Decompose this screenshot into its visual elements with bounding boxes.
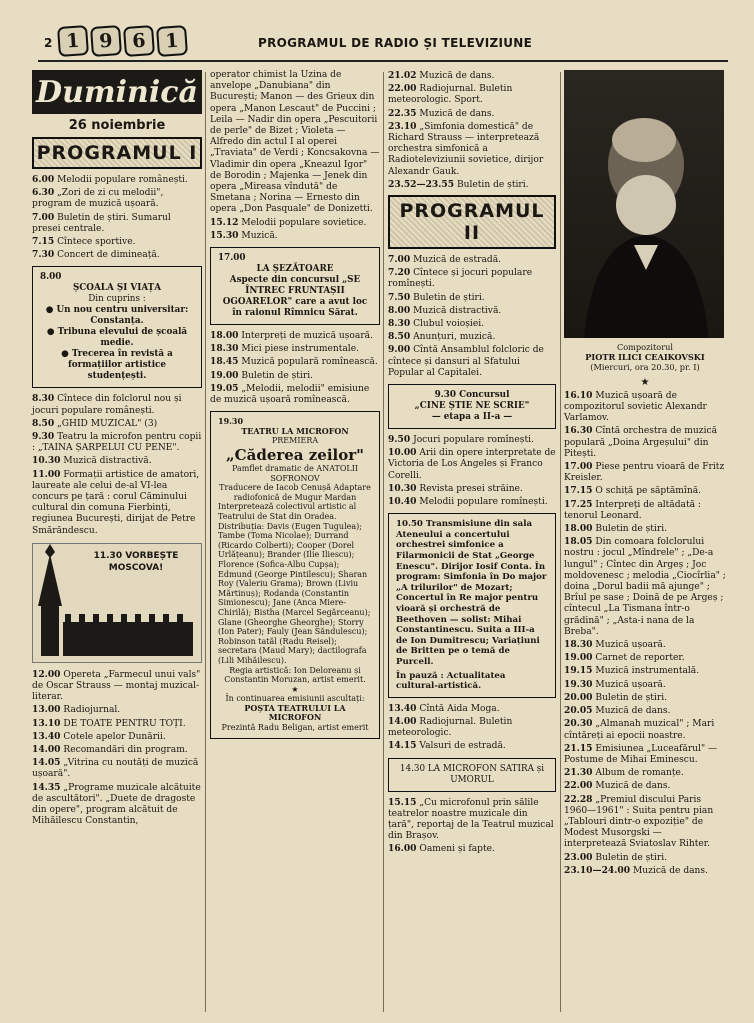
presenter-credit: Prezintă Radu Beligan, artist emerit (221, 723, 369, 733)
program-text: Melodii populare românești. (57, 175, 188, 185)
program-text: Interpreți de altădată : tenorul Leonard. (564, 499, 701, 521)
program-text: Cîntă Ansamblul folcloric de cîntece și dansuri al Sfatului Popular al Capitalei. (388, 345, 544, 378)
program-time: 19.15 (564, 665, 593, 677)
program-item (388, 267, 556, 290)
program-item (388, 703, 556, 715)
program-item (388, 434, 556, 446)
program-time: 23.10 (388, 120, 417, 132)
program-text: Buletin de știri. (456, 179, 529, 190)
program-time: 7.15 (32, 236, 55, 248)
program-time: 8.50 (32, 417, 55, 429)
program-list (388, 797, 556, 856)
box-title: 9.30 Concursul (434, 390, 510, 401)
program-time: 16.10 (564, 389, 593, 401)
concurs-name: „CINE ȘTIE NE SCRIE" (414, 401, 530, 412)
program-time: 10.00 (388, 447, 417, 459)
program-time: 8.30 (32, 393, 55, 405)
program-text: Muzică de dans. (419, 71, 495, 81)
program-time: 15.15 (388, 796, 417, 808)
program-text: Melodii populare romînești. (419, 497, 548, 508)
star-divider: ★ (640, 376, 650, 388)
program-item (564, 523, 726, 535)
program-item (388, 83, 556, 106)
program-time: 8.30 (388, 318, 411, 330)
program-time: 9.50 (388, 434, 411, 446)
program-item (564, 794, 726, 851)
program-text: Muzică. (241, 230, 278, 241)
page-title: PROGRAMUL DE RADIO ȘI TELEVIZIUNE (258, 36, 533, 50)
program-text: Recomandări din program. (63, 745, 188, 756)
program-item (388, 843, 556, 855)
program-text: Piese pentru vioară de Fritz Kreisler. (564, 462, 725, 484)
pause-note: În pauză : Actualitatea cultural-artistică. (396, 670, 506, 692)
program-text: Muzică populară romînească. (241, 357, 378, 368)
program-text: „Simfonia domestică" de Richard Strauss — interpretează orchestra simfonică a Radioteleviziunii sovietice, dirijor Alexandr Gauk. (388, 121, 544, 177)
program-item (564, 852, 726, 864)
program-text: O schiță pe săptămînă. (595, 486, 702, 497)
program-item (388, 179, 556, 191)
program-text: Muzică ușoară de compozitorul sovietic Alexandr Varlamov. (564, 390, 707, 424)
program-item (564, 718, 726, 741)
program-item (564, 679, 726, 691)
program-time: 23.00 (564, 851, 593, 863)
column-3 (388, 70, 556, 857)
page-number: 2 (44, 36, 53, 50)
program-time: 23.10—24.00 (564, 864, 631, 876)
column-divider (205, 72, 206, 1012)
program-text: Valsuri de estradă. (419, 741, 506, 752)
program-item (564, 705, 726, 717)
year-digit: 1 (156, 25, 188, 57)
column-divider (560, 72, 561, 1012)
concurs-box (388, 384, 556, 429)
program-time: 13.40 (388, 702, 417, 714)
program-text: Radiojurnal. Buletin meteorologic. (388, 716, 513, 739)
program-text: „Premiul discului Paris 1960—1961" : Suita pentru pian „Tablouri dintr-o expoziție" de Modest Musorgski — interpretează Sviatoslav Rihter. (564, 794, 714, 850)
program-item (388, 292, 556, 304)
program-text: „Zori de zi cu melodii", program de muzică ușoară. (32, 188, 164, 210)
transmisiune-box (388, 513, 556, 698)
program-text: Radiojurnal. Buletin meteorologic. Sport. (388, 84, 513, 106)
program-item (388, 254, 556, 266)
program-text: Formații artistice de amatori, laureate ale celui de-al VI-lea concurs pe țară : corul Căminului cultural din comuna Fierbinți, regiunea București, dirijat de Petre Smărăndescu. (32, 469, 200, 536)
caption-when: (Miercuri, ora 20.30, pr. I) (590, 362, 700, 373)
program-time: 21.15 (564, 742, 593, 754)
program-item (32, 669, 202, 704)
program-item (564, 652, 726, 664)
program-list (388, 703, 556, 753)
program-text: Cîntece din folclorul nou și jocuri populare românești. (32, 394, 182, 416)
program-time: 13.00 (32, 704, 61, 716)
program-text: Buletin de știri. (595, 852, 667, 863)
continued-text: operator chimist la Uzina de anvelope „Danubiana" din București; Manon — des Grieux din opera „Manon Lescaut" de Puccini ; Leila — Nadir din opera „Pescuitorii de perle" de Bizet ; Violeta — Alfredo din actul I al operei „Traviata" de Verdi ; Koncsakovna — Vladimir din opera „Kneazul Igor" de Borodin ; Majenka — Jenek din opera „Mireasa vîndută" de Smetana ; Norina — Ernesto din opera „Don Pasquale" de Donizetti. (210, 70, 380, 215)
program-item (564, 425, 726, 460)
program-text: Carnet de reporter. (595, 653, 685, 664)
program-time: 16.30 (564, 425, 593, 437)
program-text: Album de romanțe. (595, 768, 684, 779)
program-item (32, 455, 202, 467)
program-text: Buletin de știri. (241, 370, 313, 381)
program-text: Mici piese instrumentale. (241, 344, 359, 355)
play-subtitle: Pamflet dramatic de ANATOLII SOFRONOV (231, 464, 359, 483)
program-time: 20.00 (564, 691, 593, 703)
program-time: 7.30 (32, 249, 55, 261)
program-time: 15.12 (210, 216, 239, 228)
program-item (210, 343, 380, 355)
program-text: Arii din opere interpretate de Victoria de Los Angeles și Franco Corelli. (388, 448, 556, 481)
program-item (388, 716, 556, 739)
column-4 (564, 70, 726, 878)
program-item (210, 383, 380, 406)
translation-credit: Traducere de Iacob Cenușă Adaptare radiofonică de Mugur Mardan (219, 483, 371, 502)
program-text: „GHID MUZICAL" (3) (57, 418, 158, 429)
program-time: 9.00 (388, 344, 411, 356)
program-2-banner: PROGRAMUL II (388, 195, 556, 249)
satira-box: 14.30 LA MICROFON SATIRA și UMORUL (388, 758, 556, 792)
program-item (388, 483, 556, 495)
play-title: „Căderea zeilor" (226, 446, 364, 465)
program-item (32, 393, 202, 416)
program-time: 14.35 (32, 781, 61, 793)
program-text: Cîntece și jocuri populare romînești. (388, 268, 533, 290)
program-text: „Vitrina cu noutăți de muzică ușoară". (32, 758, 199, 780)
program-text: „Cu microfonul prin sălile teatrelor noastre muzicale din țară", reportaj de la Teatrul muzical din Brașov. (388, 797, 554, 842)
program-item (564, 461, 726, 484)
program-item (564, 390, 726, 425)
program-item (388, 331, 556, 343)
program-item (32, 757, 202, 780)
program-text: DE TOATE PENTRU TOȚI. (63, 718, 186, 729)
program-item (564, 780, 726, 792)
program-time: 11.00 (32, 468, 61, 480)
column-2 (210, 70, 380, 744)
program-text: Muzică distractivă. (413, 305, 502, 316)
program-time: 10.40 (388, 496, 417, 508)
program-time: 17.00 (564, 461, 593, 473)
sezatoare-box (210, 247, 380, 325)
program-time: 7.00 (388, 254, 411, 266)
caption-name: PIOTR ILICI CEAIKOVSKI (585, 352, 705, 363)
program-text: Muzică de dans. (595, 781, 671, 792)
program-time: 13.10 (32, 717, 61, 729)
program-item (564, 665, 726, 677)
program-time: 20.30 (564, 718, 593, 730)
program-item (32, 744, 202, 756)
program-time: 17.15 (564, 485, 593, 497)
program-time: 21.02 (388, 70, 417, 81)
box-point: ● Trecerea în revistă a formațiilor artistice studențești. (61, 349, 173, 382)
portrait-caption (564, 342, 726, 373)
program-item (32, 704, 202, 716)
program-item (388, 108, 556, 120)
program-item (32, 418, 202, 430)
program-item (564, 536, 726, 638)
program-time: 18.30 (210, 343, 239, 355)
star-divider: ★ (291, 684, 299, 694)
program-time: 8.50 (388, 331, 411, 343)
program-text: Opereta „Farmecul unui vals" de Oscar Strauss — montaj muzical-literar. (32, 669, 201, 703)
program-text: Interpreți de muzică ușoară. (241, 331, 373, 342)
program-text: Revista presei străine. (419, 483, 523, 494)
program-time: 16.00 (388, 843, 417, 855)
program-item (210, 370, 380, 382)
program-text: Buletin de știri. Sumarul presei centrale. (32, 212, 171, 234)
program-item (564, 692, 726, 704)
year-badge (58, 26, 187, 56)
program-item (210, 217, 380, 229)
program-item (32, 469, 202, 537)
program-text: Muzică distractivă. (63, 456, 152, 467)
program-time: 10.30 (32, 455, 61, 467)
program-item (32, 718, 202, 730)
caption-label: Compozitorul (616, 342, 674, 352)
program-list (32, 669, 202, 828)
box-time: 8.00 (40, 272, 62, 283)
program-time: 19.30 (564, 678, 593, 690)
year-digit: 1 (57, 25, 89, 57)
teatru-box (210, 411, 380, 738)
program-time: 7.50 (388, 291, 411, 303)
column-divider (383, 72, 384, 1012)
box-time: 17.00 (218, 253, 246, 264)
continuation-note: În continuarea emisiunii ascultați: (225, 694, 365, 704)
program-time: 6.30 (32, 187, 55, 199)
program-item (32, 782, 202, 828)
program-time: 18.00 (210, 330, 239, 342)
program-time: 14.00 (388, 715, 417, 727)
box-title: TEATRU LA MICROFON (241, 425, 349, 436)
program-text: Buletin de știri. (595, 524, 667, 535)
program-text: Muzică ușoară. (595, 640, 666, 651)
program-time: 19.00 (210, 369, 239, 381)
program-text: Radiojurnal. (63, 705, 121, 716)
portrait-image (564, 70, 724, 338)
program-time: 10.30 (388, 482, 417, 494)
program-item (388, 305, 556, 317)
program-list (388, 70, 556, 191)
program-time: 7.20 (388, 267, 411, 279)
program-item (210, 330, 380, 342)
program-time: 12.00 (32, 668, 61, 680)
program-item (564, 639, 726, 651)
program-text: Oameni și fapte. (419, 844, 495, 855)
program-item (388, 318, 556, 330)
program-time: 19.05 (210, 382, 239, 394)
program-time: 22.35 (388, 107, 417, 119)
program-list (210, 330, 380, 406)
program-item (388, 797, 556, 843)
box-point: ● Un nou centru universitar: Constanța. (45, 305, 189, 327)
program-time: 18.45 (210, 356, 239, 368)
program-list (32, 393, 202, 536)
program-time: 14.15 (388, 740, 417, 752)
program-text: Muzică de estradă. (413, 255, 502, 266)
year-digit: 6 (123, 25, 155, 57)
program-time: 14.05 (32, 757, 61, 769)
program-text: Teatru la microfon pentru copii : „TAINA ȘARPELUI CU PENE". (32, 432, 202, 454)
program-text: Concert de dimineață. (57, 250, 160, 261)
program-text: Emisiunea „Luceafărul" — Postume de Mihai Eminescu. (564, 743, 718, 765)
director-credit: Regia artistică: Ion Deloreanu și Constantin Moruzan, artist emerit. (224, 665, 366, 685)
box-point: ● Tribuna elevului de școală medie. (46, 327, 188, 349)
program-time: 22.00 (388, 83, 417, 95)
program-time: 22.00 (564, 780, 593, 792)
program-item (564, 743, 726, 766)
program-item (564, 767, 726, 779)
concurs-stage: — etapa a II-a — (431, 412, 513, 423)
program-list (388, 434, 556, 508)
program-list (564, 390, 726, 877)
program-item (32, 731, 202, 743)
program-time: 18.00 (564, 523, 593, 535)
program-time: 18.30 (564, 639, 593, 651)
program-item (388, 447, 556, 482)
program-text: Buletin de știri. (413, 292, 485, 303)
program-text: „Programe muzicale alcătuite de ascultători". „Duete de dragoste din opere", program alcătuit de Mihăilescu Constantin, (32, 782, 201, 827)
program-list (32, 174, 202, 261)
program-text: Muzică ușoară. (595, 679, 666, 690)
box-intro: Din cuprins : (88, 294, 146, 305)
program-time: 17.25 (564, 498, 593, 510)
program-text: Cîntece sportive. (57, 237, 136, 248)
program-text: „Melodii, melodii" emisiune de muzică ușoară romînească. (210, 383, 370, 406)
moscova-label: 11.30 VORBEȘTE MOSCOVA! (93, 550, 179, 573)
box-time: 19.30 (218, 416, 244, 427)
program-time: 7.00 (32, 211, 55, 223)
composer-portrait (564, 70, 724, 338)
premiera-label: PREMIERA (271, 436, 319, 446)
box-body: Aspecte din concursul „SE ÎNTREC FRUNTAȘII OGOARELOR" care a avut loc în raionul Rîmnicu Sărat. (222, 275, 368, 319)
program-text: Buletin de știri. (595, 692, 667, 703)
program-item (564, 485, 726, 497)
column-1 (32, 70, 202, 829)
program-text: Muzică de dans. (632, 865, 708, 876)
program-time: 21.30 (564, 767, 593, 779)
program-text: „Almanah muzical" ; Mari cîntăreți ai epocii noastre. (564, 719, 715, 741)
program-time: 20.05 (564, 705, 593, 717)
posta-title: POȘTA TEATRULUI LA MICROFON (244, 702, 346, 723)
program-item (32, 187, 202, 210)
scoala-box (32, 266, 202, 388)
program-item (32, 431, 202, 454)
day-title: Duminică (32, 70, 202, 114)
program-item (388, 496, 556, 508)
program-text: Jocuri populare romînești. (413, 435, 534, 446)
year-digit: 9 (90, 25, 122, 57)
program-time: 9.30 (32, 431, 55, 443)
program-item (32, 174, 202, 186)
program-item (210, 356, 380, 368)
program-text: Din comoara folclorului nostru : jocul „Mîndrele" ; „De-a lungul" ; Cîntec din Argeș ; Joc moldovenesc ; melodia „Ciocîrlia" ; doina „Dorul badii mă ajunge" ; Brîul pe sase ; Doină de pe Argeș ; cîntecul „La Tismana într-o grădină" ; „Asta-i nana de la Breba". (564, 537, 726, 637)
program-time: 14.00 (32, 744, 61, 756)
program-text: Melodii populare sovietice. (241, 217, 367, 228)
program-time: 18.05 (564, 536, 593, 548)
program-time: 13.40 (32, 730, 61, 742)
program-list (388, 254, 556, 379)
program-text: Anunțuri, muzică. (413, 332, 496, 343)
program-item (388, 344, 556, 379)
box-title: LA ȘEZĂTOARE (256, 264, 334, 275)
program-time: 6.00 (32, 174, 55, 185)
program-item (388, 121, 556, 178)
page-header (38, 22, 728, 62)
program-time: 22.28 (564, 793, 593, 805)
date-label: 26 noiembrie (68, 118, 166, 133)
program-text: Cîntă orchestra de muzică populară „Doina Argeșului" din Pitești. (564, 426, 718, 459)
program-item (388, 740, 556, 752)
program-text: Muzică de dans. (419, 108, 495, 119)
program-text: Cîntă Aida Moga. (419, 703, 500, 714)
program-time: 19.00 (564, 652, 593, 664)
program-time: 8.00 (388, 304, 411, 316)
cast-list: Interpretează colectivul artistic al Teatrului de Stat din Oradea. Distribuția: Davis (Eugen Tugulea); Tambe (Toma Nicolae); Durrand (Ricardo Colberti); Cooper (Dorel Urlățeanu); Brander (Ilie Iliescu); Florence (Sofica-Albu Cupșa); Edmund (George Pintilescu); Sharan Roy (Valeriu Grama); Brown (Liviu Mărtinuș); Rodanda (Constantin Simionescu); Jane (Anca Miere-Chirilă); Bistha (Marcel Segărceanu); Glane (Gheorghe Gheorghe); Storry (Ion Pater); Fauly (Jean Săndulescu); Robinson tatăl (Radu Reisel); secretara (Maud Mary); dactilografa (Lili Mihăilescu). (218, 502, 371, 665)
kremlin-illustration (32, 543, 202, 663)
program-item (32, 236, 202, 248)
program-item (210, 230, 380, 242)
program-1-banner: PROGRAMUL I (32, 137, 202, 169)
program-time: 23.52—23.55 (388, 178, 455, 190)
box-body: 10.50 Transmisiune din sala Ateneului a concertului orchestrei simfonice a Filarmonicii de Stat „George Enescu". Dirijor Iosif Conta. În program: Simfonia în Do major „A trilurilor" de Mozart; Concertul în Re major pentru vioară și orchestră de Beethoven — solist: Mihai Constantinescu. Suita a III-a de Ion Dumitrescu; Variațiuni de Britten pe o temă de Purcell. (396, 519, 547, 667)
program-item (388, 70, 556, 82)
program-item (564, 865, 726, 877)
program-item (32, 212, 202, 235)
box-title: ȘCOALA ȘI VIAȚA (72, 283, 162, 294)
program-text: Muzică de dans. (595, 706, 671, 717)
program-text: Muzică instrumentală. (595, 666, 700, 677)
program-text: Clubul voioșiei. (413, 319, 485, 330)
program-text: Cotele apelor Dunării. (63, 731, 166, 742)
program-list (210, 217, 380, 242)
program-item (32, 249, 202, 261)
program-item (564, 499, 726, 522)
program-time: 15.30 (210, 229, 239, 241)
